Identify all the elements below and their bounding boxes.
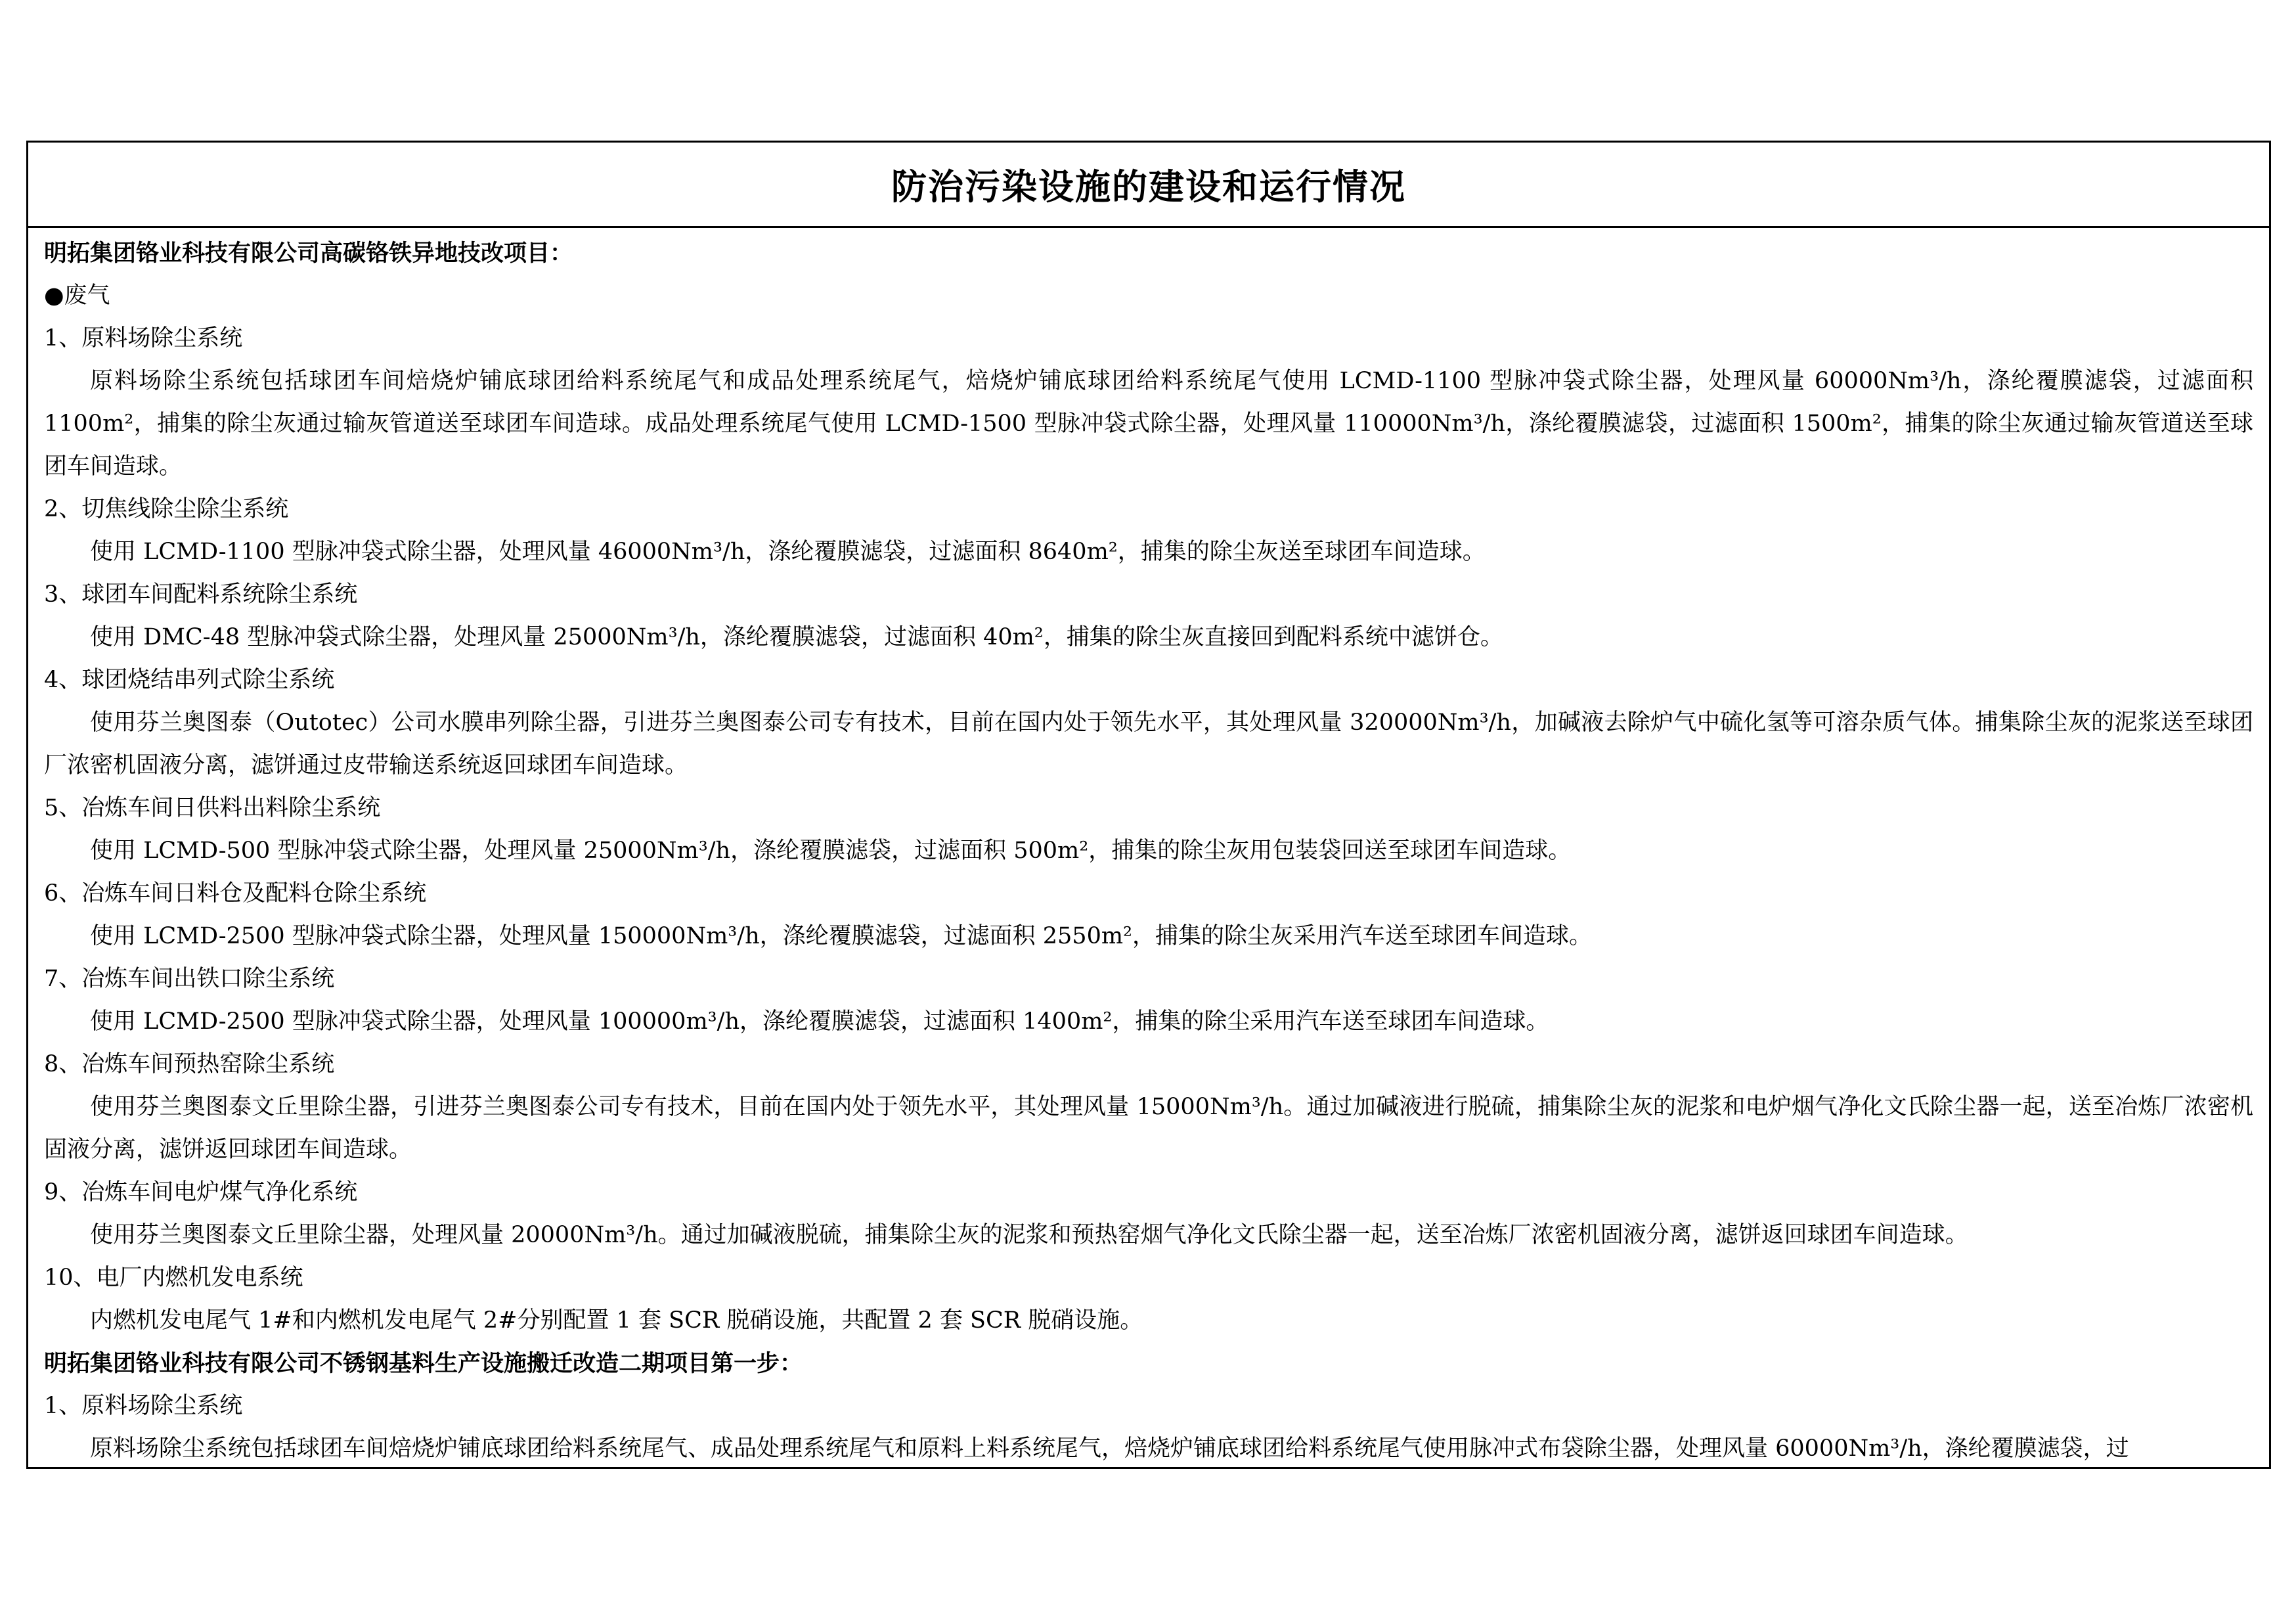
section-title: 4、球团烧结串列式除尘系统 [44,667,335,693]
section-title: 8、冶炼车间预热窑除尘系统 [44,1051,335,1077]
section-title: 3、球团车间配料系统除尘系统 [44,581,358,608]
section-title: 7、冶炼车间出铁口除尘系统 [44,966,335,992]
section-title: 1、原料场除尘系统 [44,325,243,351]
document-body [28,228,2269,1469]
section-text: 使用 LCMD-2500 型脉冲袋式除尘器，处理风量 100000m³/h，涤纶覆膜滤袋，过滤面积 1400m²，捕集的除尘采用汽车送至球团车间造球。 [90,1008,1549,1035]
section-text: 使用 LCMD-2500 型脉冲袋式除尘器，处理风量 150000Nm³/h，涤纶覆膜滤袋，过滤面积 2550m²，捕集的除尘灰采用汽车送至球团车间造球。 [90,923,1593,949]
section-title: 9、冶炼车间电炉煤气净化系统 [44,1179,358,1205]
section-text: 内燃机发电尾气 1#和内燃机发电尾气 2#分别配置 1 套 SCR 脱硝设施，共配置 2 套 SCR 脱硝设施。 [90,1307,1143,1334]
section-title: 6、冶炼车间日料仓及配料仓除尘系统 [44,880,427,907]
section-title: 10、电厂内燃机发电系统 [44,1265,303,1291]
section-title: 2、切焦线除尘除尘系统 [44,496,289,522]
section-text: 使用芬兰奥图泰文丘里除尘器，引进芬兰奥图泰公司专有技术，目前在国内处于领先水平，其处理风量 15000Nm³/h。通过加碱液进行脱硫，捕集除尘灰的泥浆和电炉烟气净化文氏除尘器一起，送至冶炼厂浓密机固液分离，滤饼返回球团车间造球。 [44,1094,2253,1163]
section-text: 使用芬兰奥图泰文丘里除尘器，处理风量 20000Nm³/h。通过加碱液脱硫，捕集除尘灰的泥浆和预热窑烟气净化文氏除尘器一起，送至冶炼厂浓密机固液分离，滤饼返回球团车间造球。 [90,1222,1968,1248]
category-label: ●废气 [44,282,110,309]
section-text: 原料场除尘系统包括球团车间焙烧炉铺底球团给料系统尾气、成品处理系统尾气和原料上料系统尾气，焙烧炉铺底球团给料系统尾气使用脉冲式布袋除尘器，处理风量 60000Nm³/h，涤纶覆膜滤袋，过 [90,1435,2129,1462]
project-heading: 明拓集团铬业科技有限公司不锈钢基料生产设施搬迁改造二期项目第一步： [44,1350,803,1377]
section-text: 使用 LCMD-500 型脉冲袋式除尘器，处理风量 25000Nm³/h，涤纶覆膜滤袋，过滤面积 500m²，捕集的除尘灰用包装袋回送至球团车间造球。 [90,838,1572,864]
title-row [28,143,2269,228]
section-text: 原料场除尘系统包括球团车间焙烧炉铺底球团给料系统尾气和成品处理系统尾气，焙烧炉铺底球团给料系统尾气使用 LCMD-1100 型脉冲袋式除尘器，处理风量 60000Nm³/h，涤纶覆膜滤袋，过滤面积 1100m²，捕集的除尘灰通过输灰管道送至球团车间造球。成品处理系统尾气使用 LCMD-1500 型脉冲袋式除尘器，处理风量 110000Nm³/h，涤纶覆膜滤袋，过滤面积 1500m²，捕集的除尘灰通过输灰管道送至球团车间造球。 [44,368,2253,480]
section-text: 使用 DMC-48 型脉冲袋式除尘器，处理风量 25000Nm³/h，涤纶覆膜滤袋，过滤面积 40m²，捕集的除尘灰直接回到配料系统中滤饼仓。 [90,624,1503,650]
page-title: 防治污染设施的建设和运行情况 [891,166,1406,208]
section-text: 使用 LCMD-1100 型脉冲袋式除尘器，处理风量 46000Nm³/h，涤纶覆膜滤袋，过滤面积 8640m²，捕集的除尘灰送至球团车间造球。 [90,539,1486,565]
section-title: 1、原料场除尘系统 [44,1393,243,1419]
section-title: 5、冶炼车间日供料出料除尘系统 [44,795,381,821]
project-heading: 明拓集团铬业科技有限公司高碳铬铁异地技改项目： [44,240,573,267]
document-frame [26,141,2271,1469]
section-text: 使用芬兰奥图泰（Outotec）公司水膜串列除尘器，引进芬兰奥图泰公司专有技术，目前在国内处于领先水平，其处理风量 320000Nm³/h，加碱液去除炉气中硫化氢等可溶杂质气体。捕集除尘灰的泥浆送至球团厂浓密机固液分离，滤饼通过皮带输送系统返回球团车间造球。 [44,710,2253,778]
